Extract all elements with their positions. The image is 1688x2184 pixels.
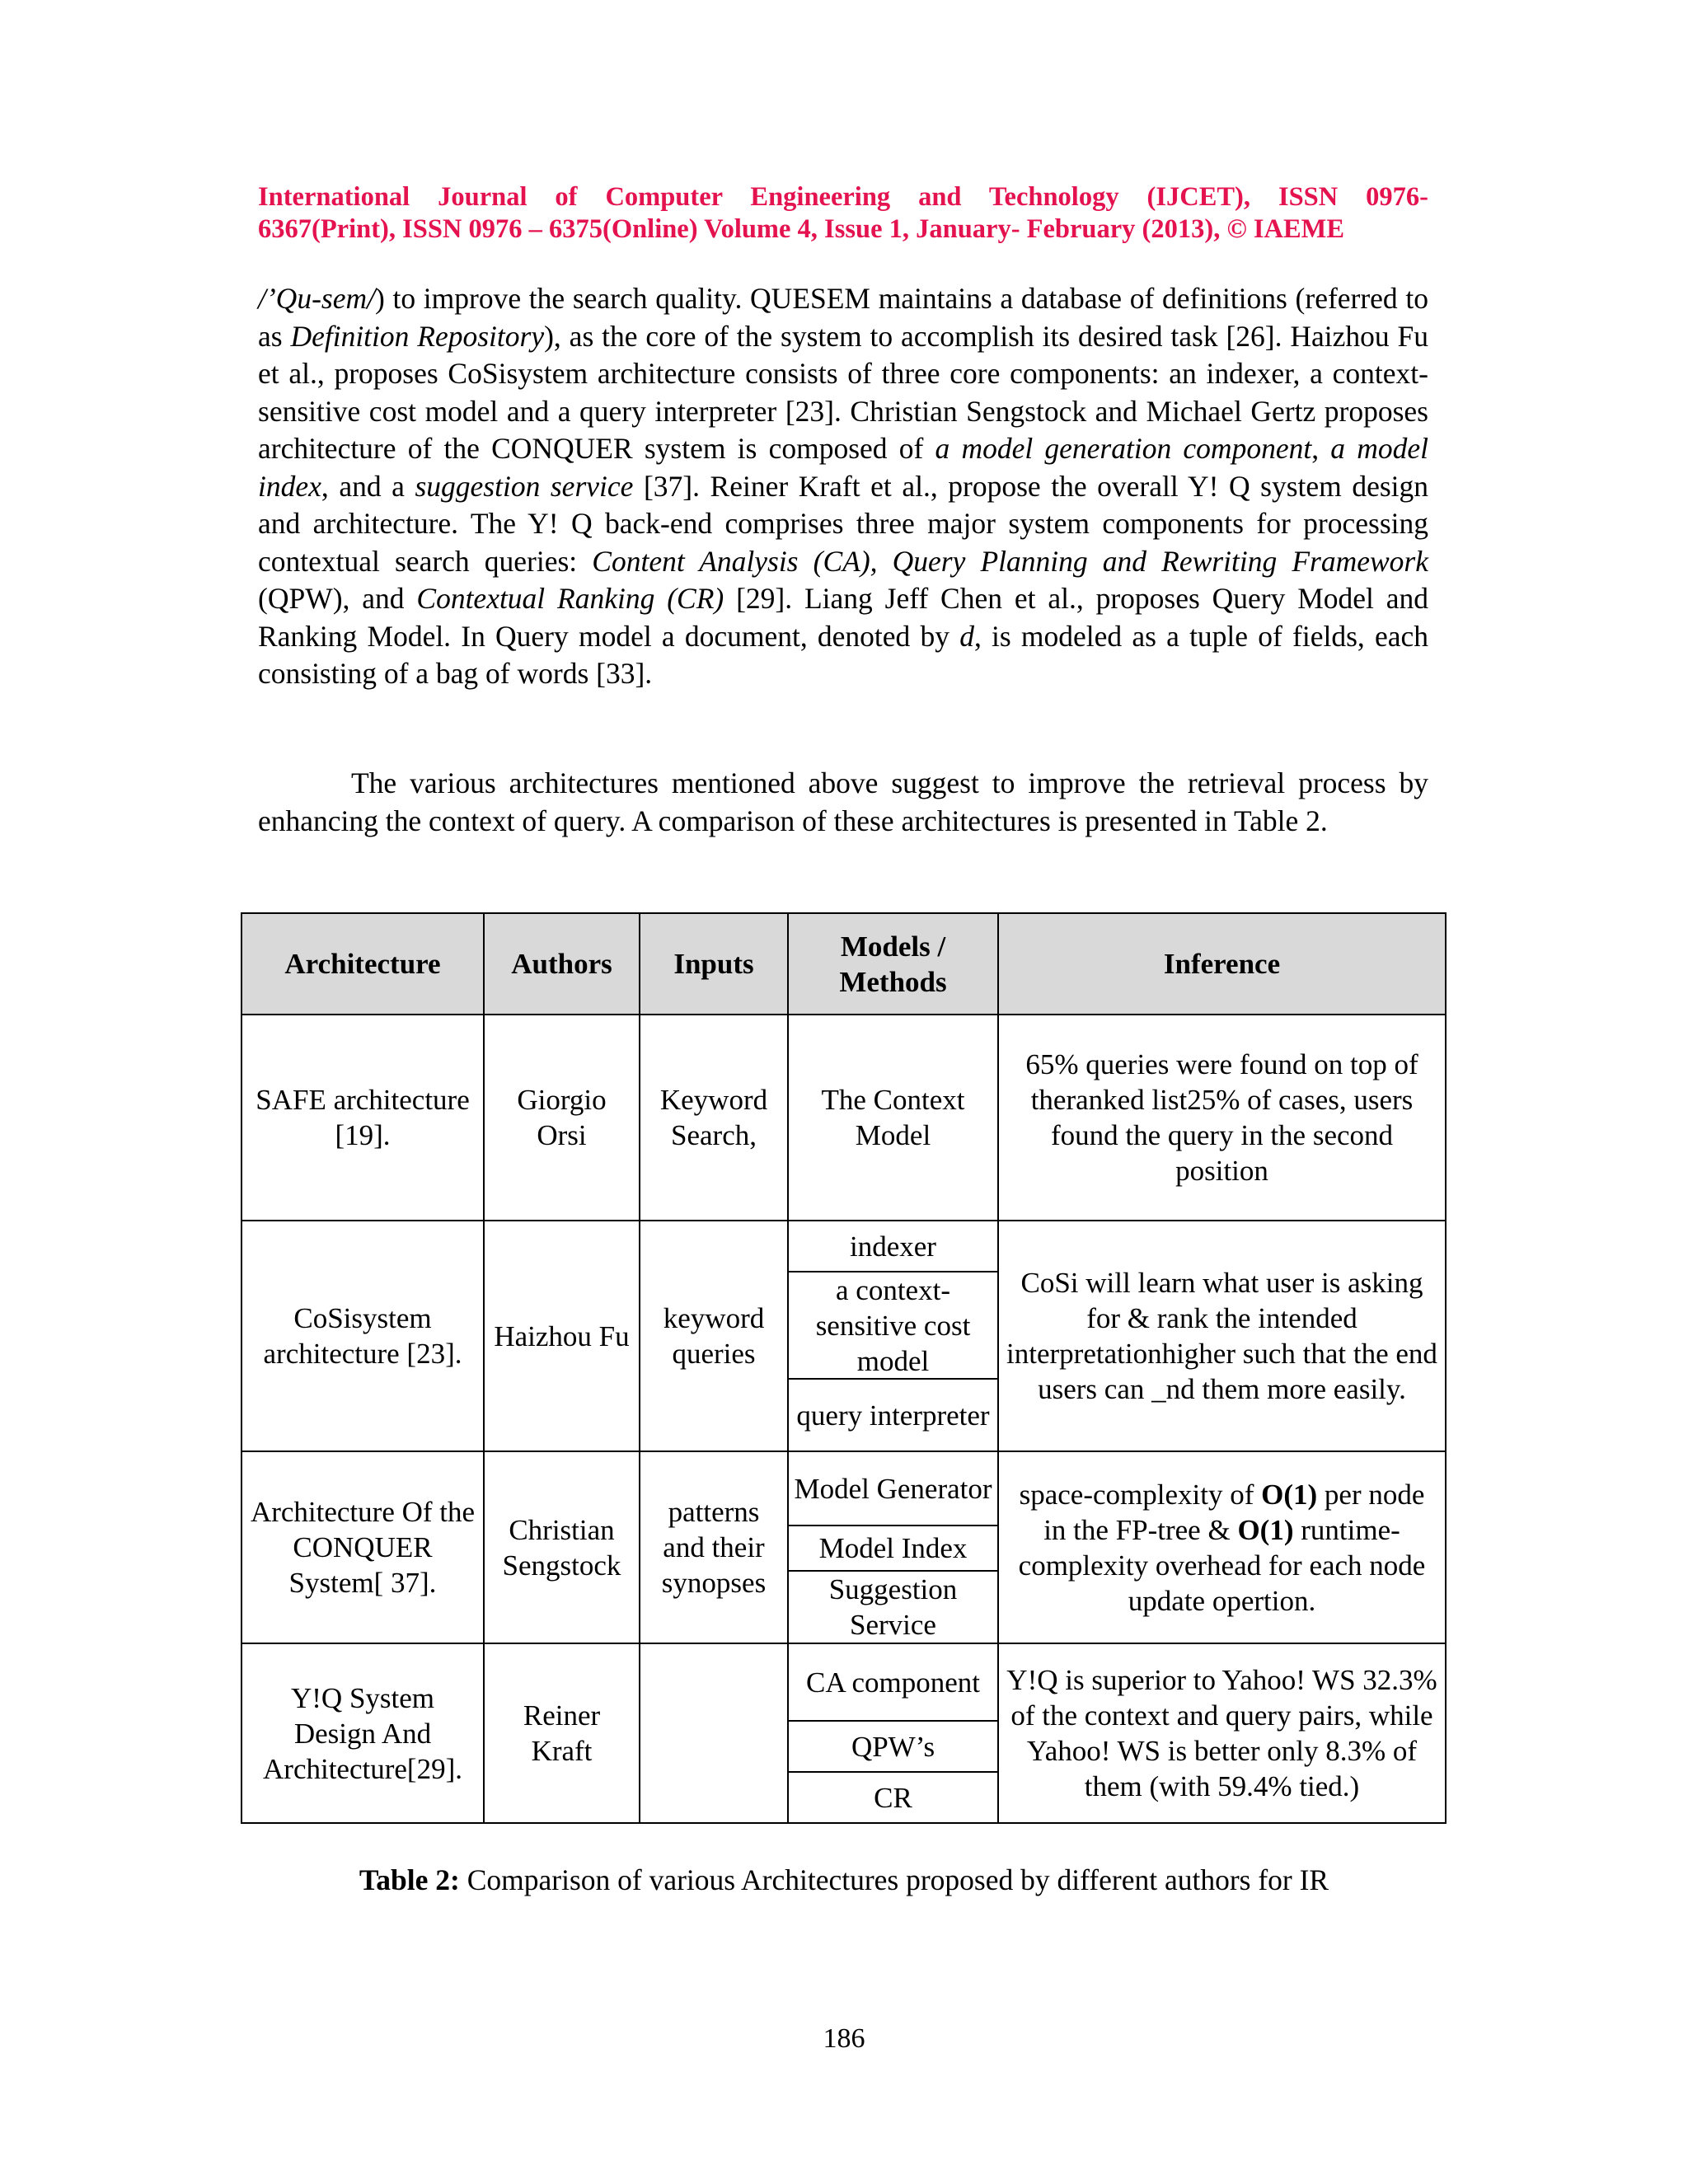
cell-models: The Context Model — [788, 1015, 998, 1221]
complexity-term: O(1) — [1237, 1513, 1294, 1546]
inference-part: per node in the FP-tree & — [1043, 1478, 1425, 1546]
table-row — [241, 1221, 1446, 1451]
cell-inputs: Keyword Search, — [640, 1015, 788, 1221]
cell-models — [788, 1221, 998, 1451]
cell-architecture: Y!Q System Design And Architecture[29]. — [241, 1643, 484, 1823]
header-authors: Authors — [484, 913, 640, 1015]
cell-models — [788, 1451, 998, 1643]
header-inference: Inference — [998, 913, 1446, 1015]
body-paragraph-2: The various architectures mentioned above suggest to improve the retrieval process by enhancing the context of query. A comparison of these architectures is presented in Table 2. — [258, 766, 1428, 837]
model-item: a context-sensitive cost model — [789, 1271, 997, 1378]
para1-s10: [37]. Reiner Kraft et al., propose the overall Y! Q system design and architecture. The Y! Q back-end comprises three major system components for processing contextual search queries: — [258, 469, 1429, 578]
cell-authors: Haizhou Fu — [484, 1221, 640, 1451]
para1-s03: Definition Repository — [290, 319, 545, 353]
para1-s16: , is modeled as a tuple of fields, each consisting of a bag of words [33]. — [258, 619, 1428, 690]
cell-architecture: CoSisystem architecture [23]. — [241, 1221, 484, 1451]
caption-text: Comparison of various Architectures proposed by different authors for IR — [459, 1863, 1329, 1896]
table-row — [241, 1015, 1446, 1221]
para1-s14: [29]. Liang Jeff Chen et al., proposes Query Model and Ranking Model. In Query model a document, denoted by — [258, 582, 1429, 653]
inference-part: space-complexity of — [1019, 1478, 1262, 1511]
para1-s13: Contextual Ranking (CR) — [416, 582, 724, 615]
model-item: query interpreter — [789, 1378, 997, 1451]
caption-label: Table 2: — [359, 1863, 460, 1896]
para1-s08: , and a — [321, 469, 415, 503]
header-line-1: International Journal of Computer Engineering and Technology (IJCET), ISSN 0976- — [258, 182, 1428, 212]
cell-architecture: SAFE architecture [19]. — [241, 1015, 484, 1221]
model-item: Suggestion Service — [789, 1570, 997, 1643]
para1-s09: suggestion service — [415, 469, 634, 503]
cell-architecture: Architecture Of the CONQUER System[ 37]. — [241, 1451, 484, 1643]
cell-authors: Christian Sengstock — [484, 1451, 640, 1643]
para1-s04: ), as the core of the system to accomplish its desired task [26]. Haizhou Fu et al., proposes CoSisystem architecture consists of three core components: an indexer, a context-sensitive cost model and a query interpreter [23]. Christian Sengstock and Michael Gertz proposes architecture of the CONQUER system is composed of — [258, 319, 1428, 465]
cell-inference: CoSi will learn what user is asking for & rank the intended interpretationhigher such that the end users can _nd them more easily. — [998, 1221, 1446, 1451]
cell-inputs: patterns and their synopses — [640, 1451, 788, 1643]
header-inputs: Inputs — [640, 913, 788, 1015]
cell-inference — [998, 1451, 1446, 1643]
page-number: 186 — [823, 2023, 865, 2054]
cell-authors: Reiner Kraft — [484, 1643, 640, 1823]
table-row — [241, 1643, 1446, 1823]
header-architecture: Architecture — [241, 913, 484, 1015]
cell-inference: Y!Q is superior to Yahoo! WS 32.3% of the context and query pairs, while Yahoo! WS is better only 8.3% of them (with 59.4% tied.) — [998, 1643, 1446, 1823]
cell-models — [788, 1643, 998, 1823]
header-line-2: 6367(Print), ISSN 0976 – 6375(Online) Volume 4, Issue 1, January- February (2013), © IAEME — [258, 214, 1344, 244]
comparison-table — [241, 912, 1447, 1824]
cell-authors: Giorgio Orsi — [484, 1015, 640, 1221]
model-item: Model Index — [789, 1525, 997, 1570]
cell-inputs: keyword queries — [640, 1221, 788, 1451]
model-item: CR — [789, 1771, 997, 1822]
model-item: QPW’s — [789, 1720, 997, 1771]
cell-inference: 65% queries were found on top of theranked list25% of cases, users found the query in the second position — [998, 1015, 1446, 1221]
para1-s05: a model generation component — [935, 432, 1312, 465]
header-models: Models / Methods — [788, 913, 998, 1015]
model-item: Model Generator — [794, 1472, 992, 1505]
inference-part: runtime-complexity overhead for each node update opertion. — [1018, 1513, 1426, 1617]
para1-s12: (QPW), and — [258, 582, 417, 615]
table-row — [241, 1451, 1446, 1643]
model-item: CA component — [806, 1666, 980, 1699]
para1-s06: , — [1311, 432, 1331, 465]
journal-header — [258, 181, 1428, 246]
table-header-row — [241, 913, 1446, 1015]
complexity-term: O(1) — [1261, 1478, 1318, 1511]
para1-s11: Content Analysis (CA), Query Planning and Rewriting Framework — [592, 544, 1428, 578]
para1-s15: d — [959, 619, 974, 653]
cell-inputs — [640, 1643, 788, 1823]
table-caption — [0, 1863, 1688, 1897]
model-item: indexer — [850, 1230, 936, 1263]
para1-s01: /’Qu-sem/ — [258, 282, 375, 315]
para1-s02: ) to improve the search quality. QUESEM maintains a database of definitions (referred to as — [258, 282, 1428, 353]
body-paragraph-1 — [258, 280, 1428, 693]
para1-s07: a model index — [258, 432, 1429, 503]
